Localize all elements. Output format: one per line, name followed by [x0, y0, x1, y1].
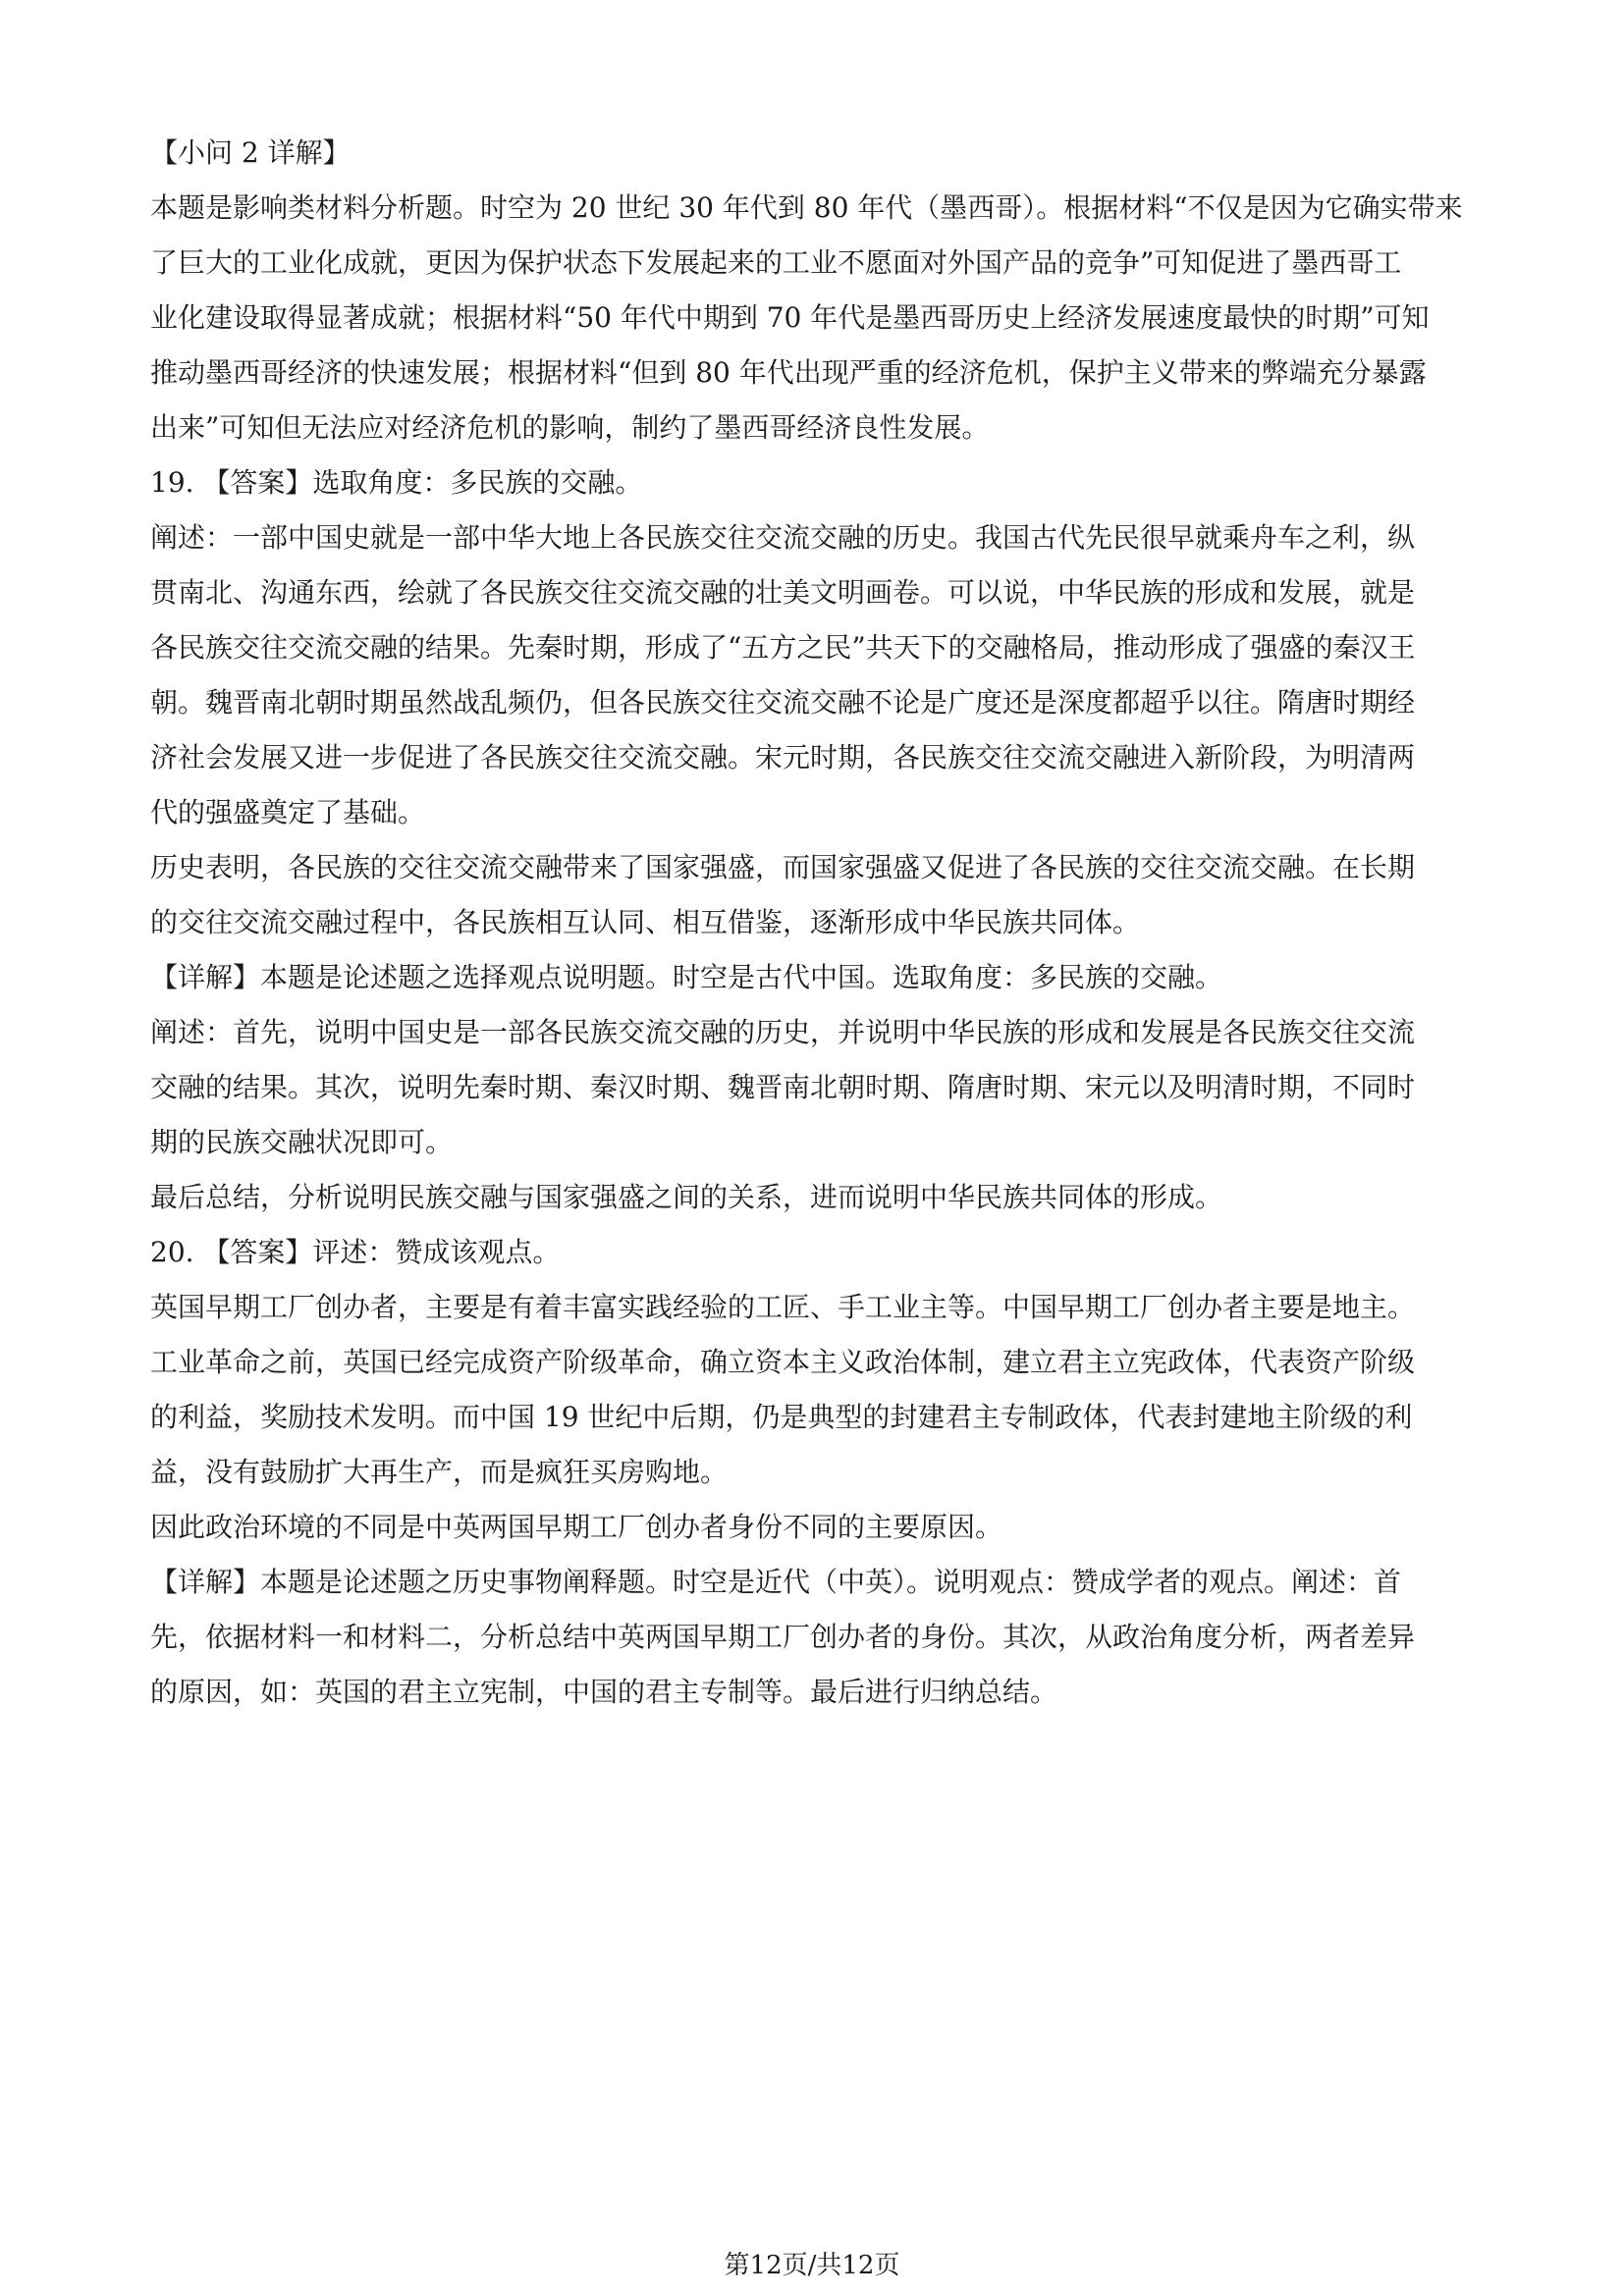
text-line: 英国早期工厂创办者，主要是有着丰富实践经验的工匠、手工业主等。中国早期工厂创办者主要是地主。 [150, 1291, 1416, 1323]
answer-heading-20: 20. 【答案】评述：赞成该观点。 [150, 1236, 561, 1268]
text-line: 工业革命之前，英国已经完成资产阶级革命，确立资本主义政治体制，建立君主立宪政体，代表资产阶级 [150, 1346, 1416, 1378]
text-line: 各民族交往交流交融的结果。先秦时期，形成了“五方之民”共天下的交融格局，推动形成了强盛的秦汉王 [150, 631, 1416, 664]
text-line: 因此政治环境的不同是中英两国早期工厂创办者身份不同的主要原因。 [150, 1511, 1003, 1543]
text-line: 济社会发展又进一步促进了各民族交往交流交融。宋元时期，各民族交往交流交融进入新阶段，为明清两 [150, 741, 1416, 774]
text-line: 的利益，奖励技术发明。而中国 19 世纪中后期，仍是典型的封建君主专制政体，代表封建地主阶级的利 [150, 1401, 1413, 1433]
text-line: 的原因，如：英国的君主立宪制，中国的君主专制等。最后进行归纳总结。 [150, 1676, 1058, 1708]
text-line: 业化建设取得显著成就；根据材料“50 年代中期到 70 年代是墨西哥历史上经济发展速度最快的时期”可知 [150, 301, 1430, 334]
explanation-heading-20: 【详解】本题是论述题之历史事物阐释题。时空是近代（中英）。说明观点：赞成学者的观点。阐述：首 [150, 1566, 1402, 1598]
text-line: 代的强盛奠定了基础。 [150, 796, 426, 828]
text-line: 益，没有鼓励扩大再生产，而是疯狂买房购地。 [150, 1456, 729, 1488]
text-line: 先，依据材料一和材料二，分析总结中英两国早期工厂创办者的身份。其次，从政治角度分析，两者差异 [150, 1621, 1416, 1653]
page-number: 第12页/共12页 [724, 2251, 900, 2280]
explanation-heading-19: 【详解】本题是论述题之选择观点说明题。时空是古代中国。选取角度：多民族的交融。 [150, 961, 1223, 993]
text-line: 本题是影响类材料分析题。时空为 20 世纪 30 年代到 80 年代（墨西哥）。根据材料“不仅是因为它确实带来 [150, 191, 1463, 224]
text-line: 期的民族交融状况即可。 [150, 1126, 454, 1158]
text-line: 出来”可知但无法应对经济危机的影响，制约了墨西哥经济良性发展。 [150, 411, 990, 444]
text-line: 阐述：首先，说明中国史是一部各民族交流交融的历史，并说明中华民族的形成和发展是各民族交往交流 [150, 1016, 1416, 1048]
text-line: 了巨大的工业化成就，更因为保护状态下发展起来的工业不愿面对外国产品的竞争”可知促进了墨西哥工 [150, 246, 1402, 279]
text-line: 推动墨西哥经济的快速发展；根据材料“但到 80 年代出现严重的经济危机，保护主义带来的弊端充分暴露 [150, 356, 1427, 389]
text-line: 最后总结，分析说明民族交融与国家强盛之间的关系，进而说明中华民族共同体的形成。 [150, 1181, 1223, 1213]
document-body [150, 126, 1486, 1720]
text-line: 的交往交流交融过程中，各民族相互认同、相互借鉴，逐渐形成中华民族共同体。 [150, 906, 1141, 938]
text-line: 朝。魏晋南北朝时期虽然战乱频仍，但各民族交往交流交融不论是广度还是深度都超乎以往。隋唐时期经 [150, 686, 1416, 719]
text-line: 贯南北、沟通东西，绘就了各民族交往交流交融的壮美文明画卷。可以说，中华民族的形成和发展，就是 [150, 576, 1416, 609]
text-line: 交融的结果。其次，说明先秦时期、秦汉时期、魏晋南北朝时期、隋唐时期、宋元以及明清时期，不同时 [150, 1071, 1416, 1103]
text-line: 历史表明，各民族的交往交流交融带来了国家强盛，而国家强盛又促进了各民族的交往交流交融。在长期 [150, 851, 1416, 883]
text-line: 阐述：一部中国史就是一部中华大地上各民族交往交流交融的历史。我国古代先民很早就乘舟车之利，纵 [150, 521, 1416, 554]
section-heading-q2: 【小问 2 详解】 [150, 136, 351, 169]
answer-heading-19: 19. 【答案】选取角度：多民族的交融。 [150, 466, 643, 499]
